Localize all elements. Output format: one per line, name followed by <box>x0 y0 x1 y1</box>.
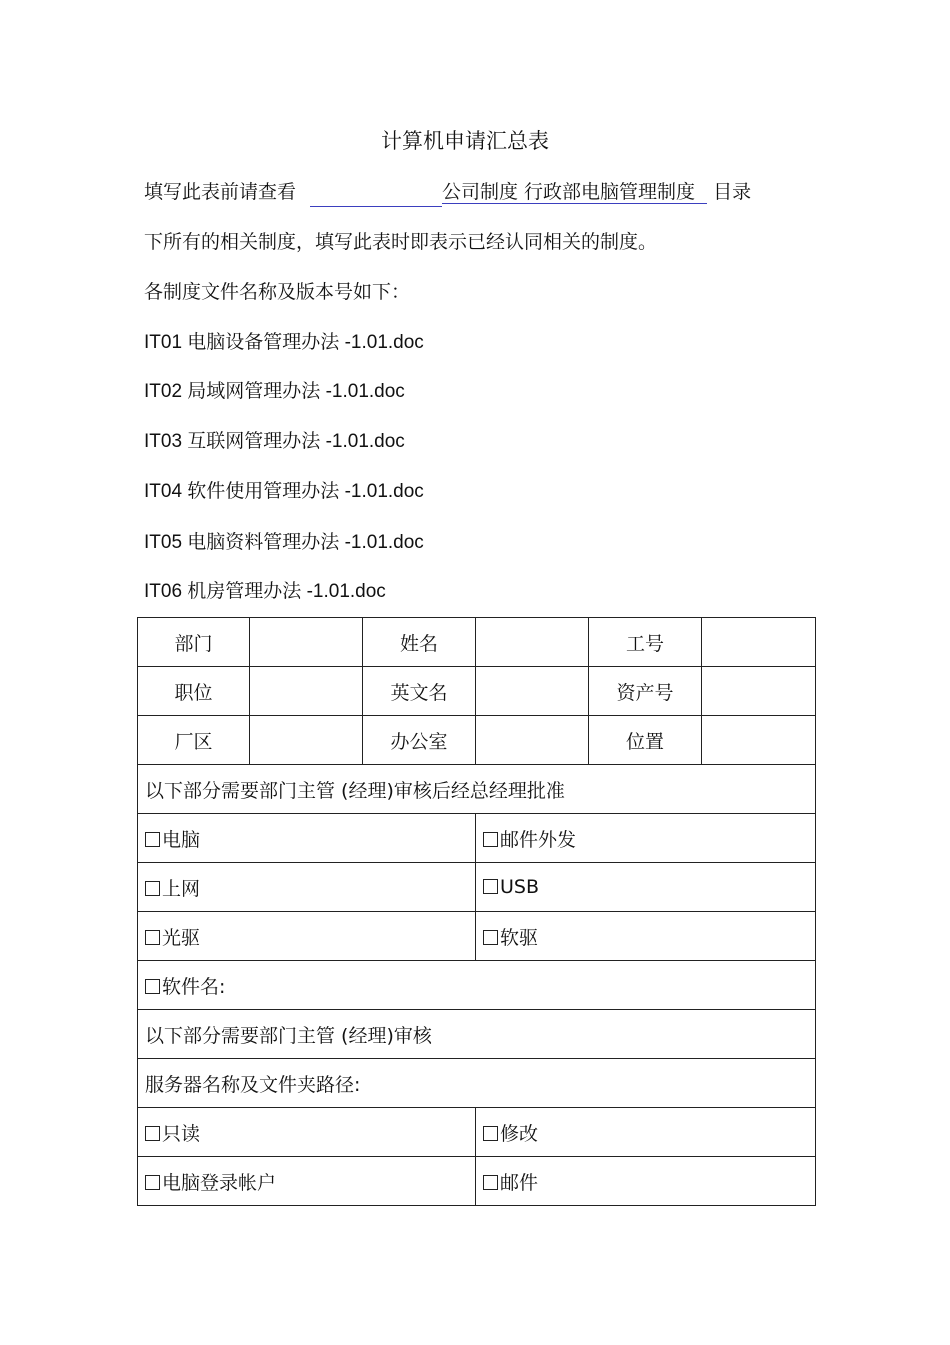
option-internet[interactable] <box>138 863 476 912</box>
checkbox-icon[interactable] <box>145 1126 160 1141</box>
asset-number-field[interactable] <box>702 667 816 716</box>
checkbox-icon[interactable] <box>145 1175 160 1190</box>
position-field[interactable] <box>250 667 363 716</box>
office-field[interactable] <box>476 716 589 765</box>
option-email-external[interactable] <box>476 814 816 863</box>
option-modify[interactable] <box>476 1108 816 1157</box>
info-row-3 <box>138 716 816 765</box>
checkbox-icon[interactable] <box>483 930 498 945</box>
option-label: 修改 <box>500 1122 539 1145</box>
option-label: 光驱 <box>162 926 201 949</box>
checkbox-icon[interactable] <box>483 832 498 847</box>
label-plant: 厂区 <box>138 716 250 765</box>
checkbox-icon[interactable] <box>145 930 160 945</box>
department-field[interactable] <box>250 618 363 667</box>
checkbox-row <box>138 1157 816 1206</box>
checkbox-icon[interactable] <box>483 879 498 894</box>
link-blank-underline <box>310 186 442 207</box>
section2-heading-row <box>138 1010 816 1059</box>
document-item: IT03 互联网管理办法 -1.01.doc <box>144 431 405 452</box>
option-label: 电脑 <box>162 828 201 851</box>
section2-heading: 以下部分需要部门主管 (经理)审核 <box>138 1010 816 1059</box>
checkbox-icon[interactable] <box>145 832 160 847</box>
option-label: 邮件外发 <box>500 828 577 851</box>
label-location: 位置 <box>589 716 702 765</box>
info-row-2 <box>138 667 816 716</box>
employee-id-field[interactable] <box>702 618 816 667</box>
english-name-field[interactable] <box>476 667 589 716</box>
label-name: 姓名 <box>363 618 476 667</box>
checkbox-icon[interactable] <box>483 1175 498 1190</box>
option-login-account[interactable] <box>138 1157 476 1206</box>
checkbox-row <box>138 1108 816 1157</box>
checkbox-row <box>138 912 816 961</box>
intro-prefix: 填写此表前请查看 <box>144 181 297 203</box>
option-label: 上网 <box>162 877 201 900</box>
label-office: 办公室 <box>363 716 476 765</box>
checkbox-row <box>138 814 816 863</box>
label-asset-number: 资产号 <box>589 667 702 716</box>
document-item: IT05 电脑资料管理办法 -1.01.doc <box>144 532 424 553</box>
document-item: IT04 软件使用管理办法 -1.01.doc <box>144 481 424 502</box>
option-email[interactable] <box>476 1157 816 1206</box>
server-path-field[interactable]: 服务器名称及文件夹路径: <box>138 1059 816 1108</box>
location-field[interactable] <box>702 716 816 765</box>
policy-link[interactable]: 公司制度 行政部电脑管理制度 <box>442 181 707 204</box>
option-cdrom[interactable] <box>138 912 476 961</box>
software-label: 软件名: <box>162 975 226 998</box>
label-position: 职位 <box>138 667 250 716</box>
option-label: 只读 <box>162 1122 201 1145</box>
option-software[interactable] <box>138 961 816 1010</box>
option-read-only[interactable] <box>138 1108 476 1157</box>
option-computer[interactable] <box>138 814 476 863</box>
section1-heading-row <box>138 765 816 814</box>
section1-heading: 以下部分需要部门主管 (经理)审核后经总经理批准 <box>138 765 816 814</box>
option-label: USB <box>500 876 540 898</box>
name-field[interactable] <box>476 618 589 667</box>
document-item: IT02 局域网管理办法 -1.01.doc <box>144 381 405 402</box>
checkbox-icon[interactable] <box>145 979 160 994</box>
page-title: 计算机申请汇总表 <box>381 129 549 153</box>
label-english-name: 英文名 <box>363 667 476 716</box>
option-label: 电脑登录帐户 <box>162 1171 277 1194</box>
info-row-1 <box>138 618 816 667</box>
option-usb[interactable] <box>476 863 816 912</box>
checkbox-icon[interactable] <box>483 1126 498 1141</box>
intro-suffix: 目录 <box>713 181 752 203</box>
intro-line-3: 各制度文件名称及版本号如下： <box>144 281 411 303</box>
document-item: IT01 电脑设备管理办法 -1.01.doc <box>144 332 424 353</box>
plant-field[interactable] <box>250 716 363 765</box>
application-form-table <box>137 617 816 1206</box>
intro-line-2: 下所有的相关制度，填写此表时即表示已经认同相关的制度。 <box>144 231 658 253</box>
server-row <box>138 1059 816 1108</box>
label-employee-id: 工号 <box>589 618 702 667</box>
label-department: 部门 <box>138 618 250 667</box>
software-row <box>138 961 816 1010</box>
document-item: IT06 机房管理办法 -1.01.doc <box>144 581 386 602</box>
option-label: 软驱 <box>500 926 539 949</box>
option-label: 邮件 <box>500 1171 539 1194</box>
intro-line-1 <box>144 178 751 207</box>
checkbox-row <box>138 863 816 912</box>
checkbox-icon[interactable] <box>145 881 160 896</box>
option-floppy[interactable] <box>476 912 816 961</box>
